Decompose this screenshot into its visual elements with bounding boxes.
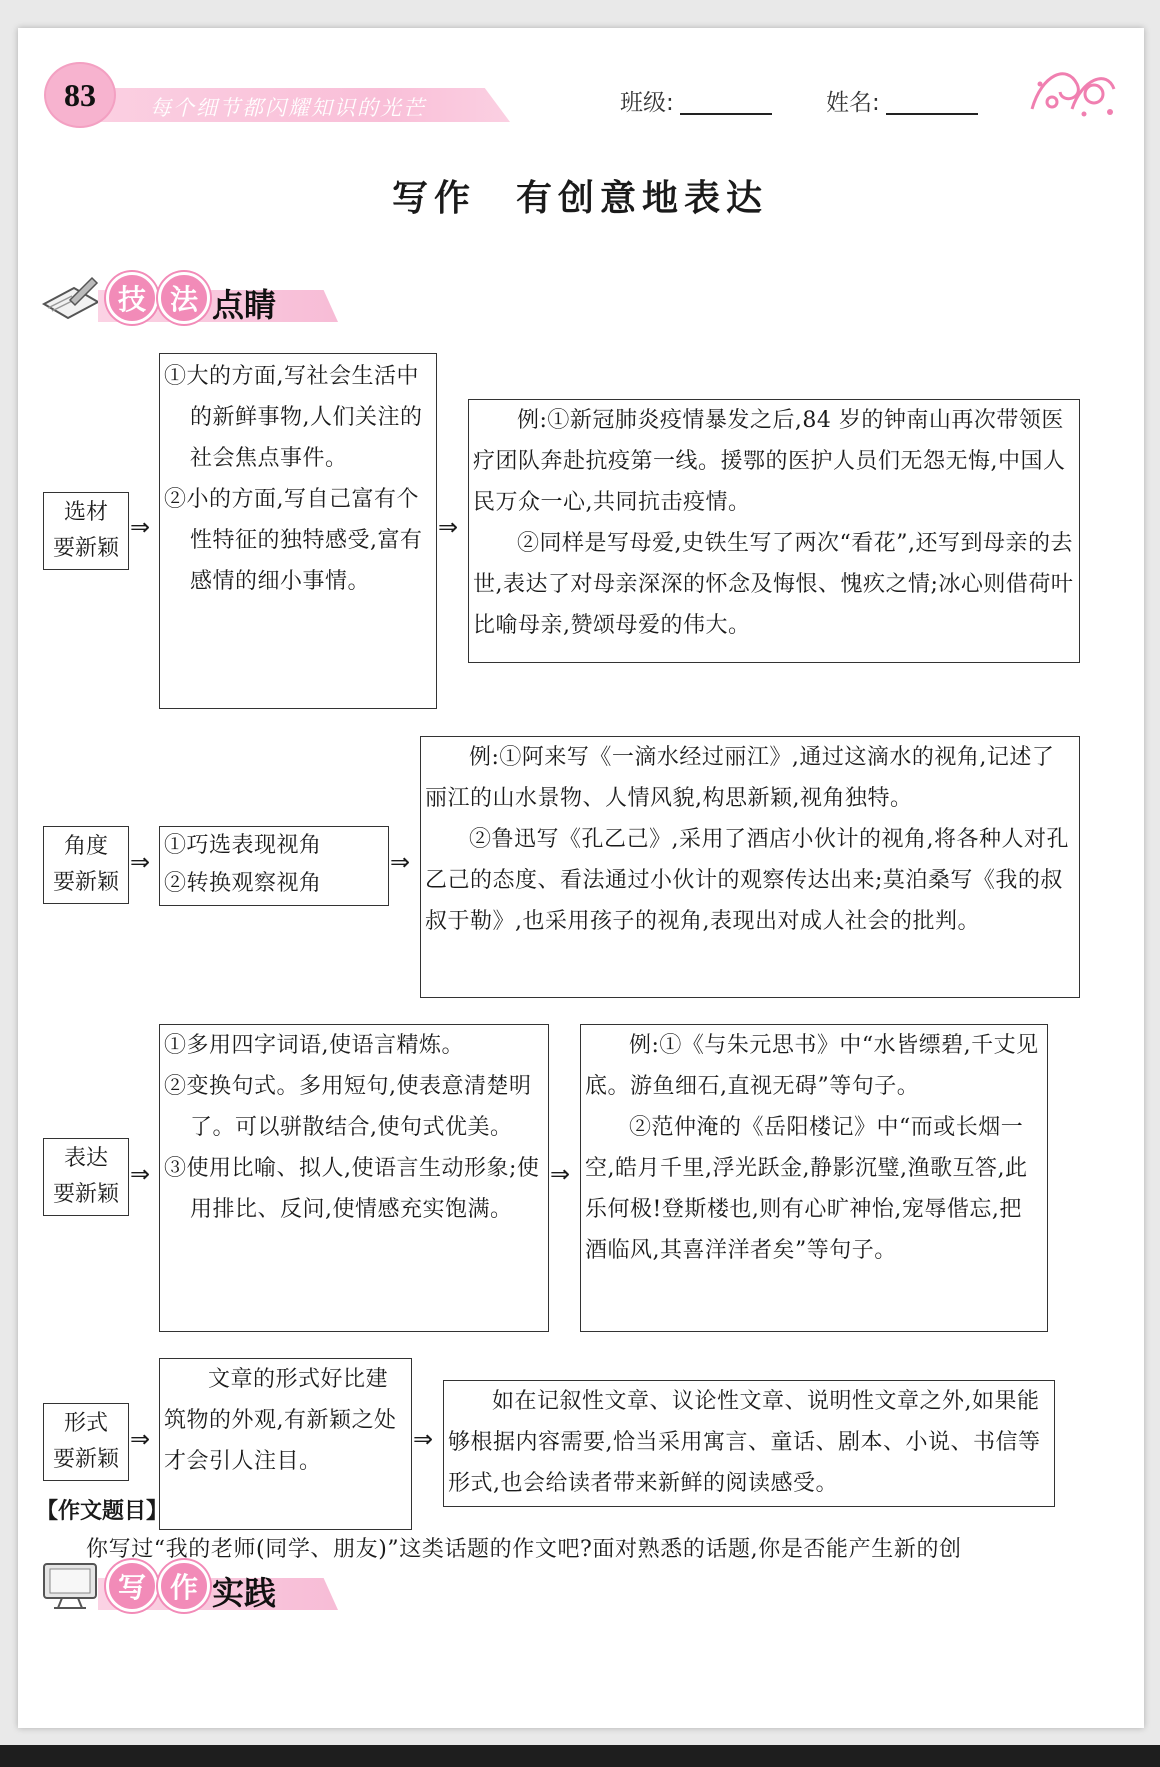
row4-label-box <box>43 1403 129 1481</box>
row4-mid-box <box>159 1358 412 1530</box>
practice-text: 你写过“我的老师(同学、朋友)”这类话题的作文吧?面对熟悉的话题,你是否能产生新的创 <box>86 1537 962 1562</box>
row3-arrow2: ⇒ <box>550 1160 571 1188</box>
row3-label-line1: 表达 <box>63 1146 108 1171</box>
row2-right-p1: 例:①阿来写《一滴水经过丽江》,通过这滴水的视角,记述了丽江的山水景物、人情风貌,构思新颖,视角独特。 <box>425 745 1055 811</box>
row3-arrow1: ⇒ <box>130 1160 151 1188</box>
row4-mid-p1: 文章的形式好比建筑物的外观,有新颖之处才会引人注目。 <box>164 1367 397 1474</box>
row3-right-p2: ②范仲淹的《岳阳楼记》中“而或长烟一空,皓月千里,浮光跃金,静影沉璧,渔歌互答,此乐何极!登斯楼也,则有心旷神怡,宠辱偕忘,把酒临风,其喜洋洋者矣”等句子。 <box>585 1115 1028 1263</box>
section-char-2: 作 <box>158 1560 210 1612</box>
row3-right-box <box>580 1024 1048 1332</box>
row4-right-box <box>443 1380 1055 1507</box>
name-field[interactable] <box>826 84 978 117</box>
row2-label-line1: 角度 <box>63 834 108 859</box>
class-label: 班级: <box>620 90 674 116</box>
bottom-bar <box>0 1745 1160 1767</box>
row3-right-p1: 例:①《与朱元思书》中“水皆缥碧,千丈见底。游鱼细石,直视无碍”等句子。 <box>585 1033 1039 1099</box>
row2-label-box <box>43 826 129 904</box>
row1-mid-p2: ②小的方面,写自己富有个性特征的独特感受,富有感情的细小事情。 <box>164 487 423 594</box>
class-field[interactable] <box>620 84 772 117</box>
section-char-2: 法 <box>158 272 210 324</box>
title-part2: 有创意地表达 <box>516 177 769 219</box>
row1-label-box <box>43 492 129 570</box>
row1-mid-box <box>159 353 437 709</box>
section-char-1: 技 <box>106 272 158 324</box>
name-blank[interactable] <box>886 93 978 115</box>
row1-arrow1: ⇒ <box>130 513 151 541</box>
row3-mid-p2: ②变换句式。多用短句,使表意清楚明了。可以骈散结合,使句式优美。 <box>164 1074 532 1140</box>
row2-right-box <box>420 736 1080 998</box>
row4-right-p1: 如在记叙性文章、议论性文章、说明性文章之外,如果能够根据内容需要,恰当采用寓言、童话、剧本、小说、书信等形式,也会给读者带来新鲜的阅读感受。 <box>448 1389 1041 1496</box>
page-title <box>0 170 1160 221</box>
row4-label-line2: 要新颖 <box>52 1447 119 1472</box>
row2-mid-p1: ①巧选表现视角 <box>164 833 322 858</box>
section-char-1: 写 <box>106 1560 158 1612</box>
row1-mid-p1: ①大的方面,写社会生活中的新鲜事物,人们关注的社会焦点事件。 <box>164 364 423 471</box>
row2-arrow2: ⇒ <box>390 848 411 876</box>
row3-label-box <box>43 1138 129 1216</box>
row1-right-p1: 例:①新冠肺炎疫情暴发之后,84 岁的钟南山再次带领医疗团队奔赴抗疫第一线。援鄂的医护人员们无怨无悔,中国人民万众一心,共同抗击疫情。 <box>473 408 1066 515</box>
row3-mid-box <box>159 1024 549 1332</box>
row3-mid-p1: ①多用四字词语,使语言精炼。 <box>164 1033 464 1058</box>
row4-arrow1: ⇒ <box>130 1425 151 1453</box>
name-label: 姓名: <box>826 90 880 116</box>
row4-label-line1: 形式 <box>63 1411 108 1436</box>
row1-label-line2: 要新颖 <box>52 536 119 561</box>
row3-label-line2: 要新颖 <box>52 1182 119 1207</box>
row2-mid-box <box>159 826 389 906</box>
page-number: 83 <box>44 62 116 128</box>
practice-heading: 【作文题目】 <box>36 1499 169 1524</box>
row2-mid-p2: ②转换观察视角 <box>164 871 322 896</box>
motto-text: 每个细节都闪耀知识的光芒 <box>150 96 426 120</box>
row2-label-line2: 要新颖 <box>52 870 119 895</box>
row1-label-line1: 选材 <box>63 500 108 525</box>
class-blank[interactable] <box>680 93 772 115</box>
row2-arrow1: ⇒ <box>130 848 151 876</box>
row2-right-p2: ②鲁迅写《孔乙己》,采用了酒店小伙计的视角,将各种人对孔乙己的态度、看法通过小伙计的观察传达出来;莫泊桑写《我的叔叔于勒》,也采用孩子的视角,表现出对成人社会的批判。 <box>425 827 1069 934</box>
row1-arrow2: ⇒ <box>438 513 459 541</box>
floral-ornament-icon <box>1022 54 1122 124</box>
pencil-notebook-icon <box>40 274 102 320</box>
row4-arrow2: ⇒ <box>413 1425 434 1453</box>
row1-right-box <box>468 399 1080 663</box>
row1-right-p2: ②同样是写母爱,史铁生写了两次“看花”,还写到母亲的去世,表达了对母亲深深的怀念及悔恨、愧疚之情;冰心则借荷叶比喻母亲,赞颂母爱的伟大。 <box>473 531 1074 638</box>
title-part1: 写作 <box>391 177 476 219</box>
section-rest: 点睛 <box>212 286 277 324</box>
row3-mid-p3: ③使用比喻、拟人,使语言生动形象;使用排比、反问,使情感充实饱满。 <box>164 1156 540 1222</box>
section-rest: 实践 <box>212 1574 277 1612</box>
section-heading-skills <box>40 268 340 328</box>
